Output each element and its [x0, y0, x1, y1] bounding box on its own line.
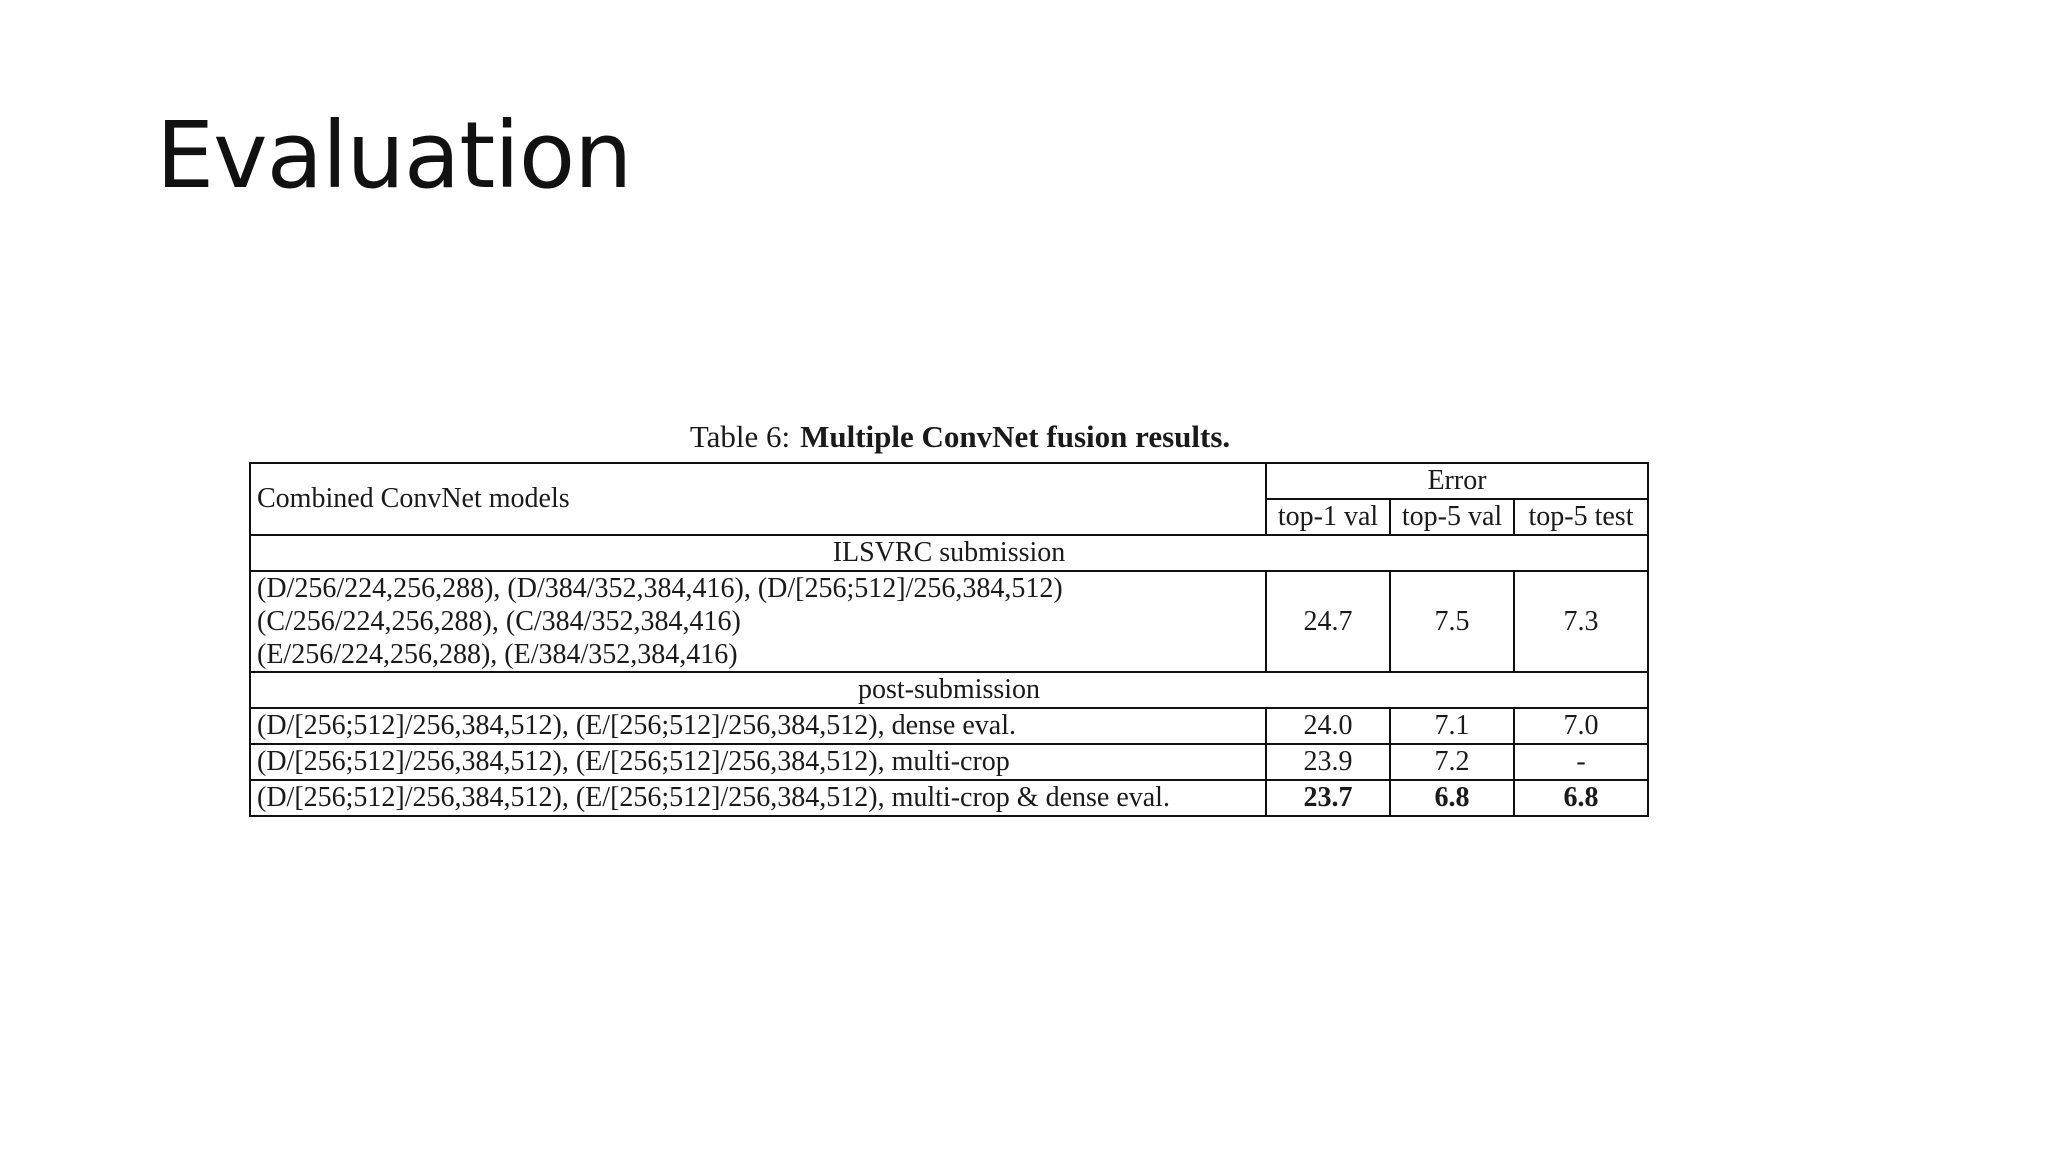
cell-top5-test: 6.8 [1514, 780, 1648, 816]
cell-top5-val: 7.1 [1390, 708, 1514, 744]
table-header-row [250, 463, 1648, 499]
cell-top1-val: 24.7 [1266, 571, 1390, 672]
slide-title: Evaluation [156, 102, 632, 209]
row-models: (D/[256;512]/256,384,512), (E/[256;512]/256,384,512), multi-crop [250, 744, 1266, 780]
results-table [249, 462, 1649, 817]
row-models: (D/[256;512]/256,384,512), (E/[256;512]/256,384,512), dense eval. [250, 708, 1266, 744]
section-row [250, 535, 1648, 571]
cell-top5-val: 7.5 [1390, 571, 1514, 672]
section-post-submission: post-submission [250, 672, 1648, 708]
table-caption-text: Multiple ConvNet fusion results. [800, 419, 1231, 454]
section-row [250, 672, 1648, 708]
cell-top5-val: 6.8 [1390, 780, 1514, 816]
cell-top5-test: 7.0 [1514, 708, 1648, 744]
cell-top5-test: - [1514, 744, 1648, 780]
header-error-group: Error [1266, 463, 1648, 499]
table-row [250, 571, 1648, 672]
table-figure [249, 418, 1647, 817]
header-top1-val: top-1 val [1266, 499, 1390, 535]
cell-top1-val: 23.7 [1266, 780, 1390, 816]
table-caption [249, 418, 1647, 455]
cell-top1-val: 23.9 [1266, 744, 1390, 780]
cell-top5-val: 7.2 [1390, 744, 1514, 780]
model-line: (D/256/224,256,288), (D/384/352,384,416), (D/[256;512]/256,384,512) [257, 573, 1063, 605]
row-models [250, 571, 1266, 672]
table-row [250, 780, 1648, 816]
header-models: Combined ConvNet models [250, 463, 1266, 535]
header-top5-test: top-5 test [1514, 499, 1648, 535]
cell-top1-val: 24.0 [1266, 708, 1390, 744]
header-top5-val: top-5 val [1390, 499, 1514, 535]
table-row [250, 708, 1648, 744]
model-line: (E/256/224,256,288), (E/384/352,384,416) [257, 639, 738, 671]
cell-top5-test: 7.3 [1514, 571, 1648, 672]
row-models: (D/[256;512]/256,384,512), (E/[256;512]/256,384,512), multi-crop & dense eval. [250, 780, 1266, 816]
model-line: (C/256/224,256,288), (C/384/352,384,416) [257, 606, 741, 638]
table-row [250, 744, 1648, 780]
section-ilsvrc-submission: ILSVRC submission [250, 535, 1648, 571]
table-caption-label: Table 6: [689, 419, 791, 454]
